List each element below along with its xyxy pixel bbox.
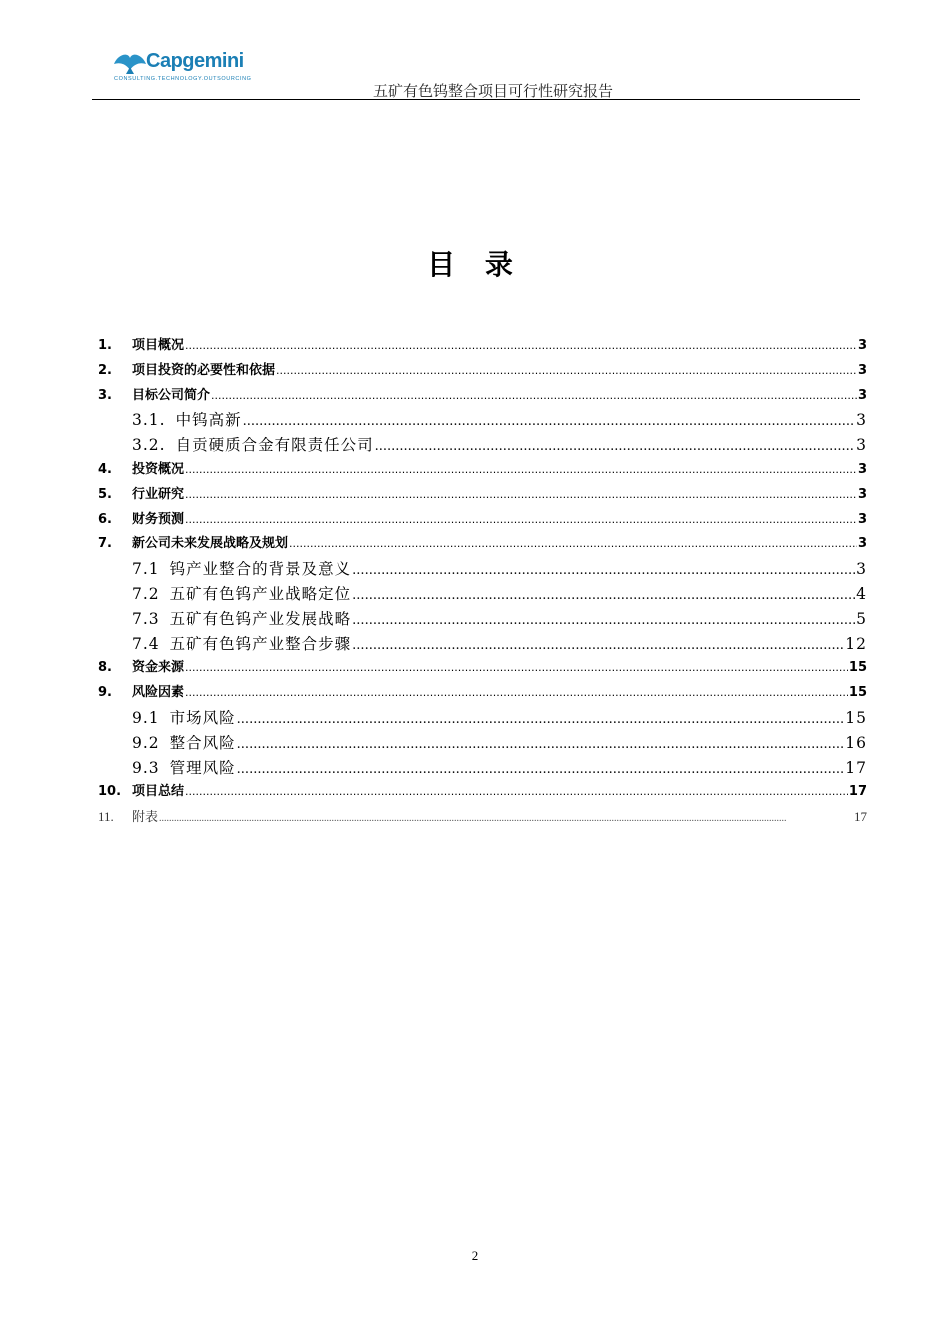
toc-entry[interactable]: [98, 359, 867, 384]
toc-entry[interactable]: [98, 632, 867, 657]
toc-heading: 目 录: [427, 248, 523, 281]
toc-entry-title: 五矿有色钨产业发展战略: [169, 609, 352, 628]
toc-entry-page: 17: [854, 809, 867, 825]
toc-entry[interactable]: [98, 334, 867, 359]
toc-entry-number: 9.1: [132, 708, 160, 727]
toc-entry-page: 5: [856, 609, 867, 628]
toc-entry-title: 五矿有色钨产业整合步骤: [169, 634, 352, 653]
logo-tagline: CONSULTING.TECHNOLOGY.OUTSOURCING: [114, 76, 252, 82]
toc-entry-number: 3.: [98, 387, 112, 403]
toc-entry-page: 15: [848, 660, 867, 676]
toc-entry-number: 11.: [98, 809, 114, 825]
spade-logo-icon: [112, 52, 148, 74]
toc-entry-page: 3: [856, 411, 867, 430]
toc-dot-leader: [185, 508, 857, 533]
toc-entry-page: 3: [857, 511, 867, 527]
toc-entry-number: 9.: [98, 685, 112, 701]
toc-entry-title: 行业研究: [132, 486, 185, 502]
toc-entry-title: 管理风险: [169, 758, 236, 777]
toc-entry[interactable]: [98, 433, 867, 458]
toc-entry-page: 17: [848, 784, 867, 800]
toc-entry-number: 9.3: [132, 758, 160, 777]
toc-entry[interactable]: [98, 681, 867, 706]
toc-entry-number: 1.: [98, 338, 112, 353]
toc-dot-leader: [352, 609, 855, 632]
toc-entry-page: 4: [856, 584, 867, 603]
toc-entry-title: 项目概况: [132, 338, 185, 353]
toc-entry-number: 7.1: [132, 560, 160, 579]
report-header-title: 五矿有色钨整合项目可行性研究报告: [372, 82, 613, 100]
toc-dot-leader: [276, 359, 857, 384]
toc-entry[interactable]: [98, 731, 867, 756]
toc-entry[interactable]: [98, 483, 867, 508]
toc-entry-number: 5.: [98, 486, 112, 502]
toc-entry-title: 项目投资的必要性和依据: [132, 362, 276, 378]
toc-dot-leader: [159, 807, 853, 830]
toc-dot-leader: [185, 458, 857, 483]
page-number: 2: [471, 1248, 479, 1263]
toc-entry-number: 7.: [98, 536, 112, 552]
toc-dot-leader: [237, 733, 845, 756]
toc-dot-leader: [237, 758, 845, 781]
toc-entry-number: 7.4: [132, 634, 160, 653]
toc-entry-number: 7.2: [132, 584, 160, 603]
toc-dot-leader: [352, 584, 855, 607]
toc-entry-title: 新公司未来发展战略及规划: [132, 536, 289, 552]
toc-entry-title: 风险因素: [132, 685, 185, 701]
toc-entry[interactable]: [98, 532, 867, 557]
toc-dot-leader: [211, 384, 857, 409]
toc-dot-leader: [237, 708, 845, 731]
toc-entry-number: 10.: [98, 784, 122, 800]
toc-entry-title: 钨产业整合的背景及意义: [169, 560, 352, 579]
toc-entry-page: 3: [857, 362, 867, 378]
toc-entry-page: 3: [857, 461, 867, 477]
toc-entry-page: 3: [856, 436, 867, 455]
toc-entry[interactable]: [98, 557, 867, 582]
logo-wordmark: Capgemini: [146, 50, 244, 72]
toc-dot-leader: [185, 483, 857, 508]
toc-entry-number: 3.2.: [132, 436, 166, 455]
toc-dot-leader: [185, 681, 848, 706]
toc-entry-number: 9.2: [132, 733, 160, 752]
toc-entry[interactable]: [98, 780, 867, 805]
toc-entry-title: 资金来源: [132, 660, 185, 676]
toc-entry[interactable]: [98, 582, 867, 607]
toc-entry-number: 7.3: [132, 609, 160, 628]
toc-entry-number: 4.: [98, 461, 112, 477]
toc-entry[interactable]: [98, 756, 867, 781]
toc-entry-page: 3: [857, 486, 867, 502]
toc-entry[interactable]: [98, 508, 867, 533]
toc-entry-title: 自贡硬质合金有限责任公司: [175, 436, 374, 455]
toc-entry[interactable]: [98, 656, 867, 681]
toc-entry-title: 附表: [132, 809, 159, 825]
toc-entry-title: 中钨高新: [175, 411, 242, 430]
toc-entry[interactable]: [98, 458, 867, 483]
toc-entry-title: 项目总结: [132, 784, 185, 800]
toc-dot-leader: [289, 532, 857, 557]
toc-entry-page: 15: [848, 685, 867, 701]
header-divider: [92, 99, 860, 100]
toc-entry-title: 五矿有色钨产业战略定位: [169, 584, 352, 603]
toc-entry-number: 6.: [98, 511, 112, 527]
toc-entry[interactable]: [98, 408, 867, 433]
toc-entry[interactable]: [98, 706, 867, 731]
toc-entry-page: 3: [857, 536, 867, 552]
toc-entry-page: 3: [857, 387, 867, 403]
toc-entry-number: 8.: [98, 660, 112, 676]
toc-entry[interactable]: [98, 384, 867, 409]
toc-dot-leader: [185, 334, 857, 359]
toc-entry-title: 市场风险: [169, 708, 236, 727]
toc-dot-leader: [352, 559, 855, 582]
toc-entry-title: 财务预测: [132, 511, 185, 527]
toc-dot-leader: [185, 780, 848, 805]
toc-dot-leader: [352, 634, 844, 657]
toc-entry-page: 16: [845, 733, 867, 752]
toc-dot-leader: [375, 435, 856, 458]
toc-entry[interactable]: [98, 805, 867, 830]
toc-entry-page: 12: [845, 634, 867, 653]
toc-entry-number: 2.: [98, 362, 112, 378]
toc-entry-title: 整合风险: [169, 733, 236, 752]
toc-entry-page: 3: [857, 338, 867, 353]
toc-entry-page: 17: [845, 758, 867, 777]
table-of-contents: [98, 334, 867, 830]
toc-entry-title: 目标公司简介: [132, 387, 211, 403]
toc-entry-title: 投资概况: [132, 461, 185, 477]
toc-dot-leader: [185, 656, 848, 681]
toc-entry-page: 15: [845, 708, 867, 727]
toc-entry-page: 3: [856, 560, 867, 579]
toc-dot-leader: [243, 410, 856, 433]
toc-entry[interactable]: [98, 607, 867, 632]
toc-entry-number: 3.1.: [132, 411, 166, 430]
